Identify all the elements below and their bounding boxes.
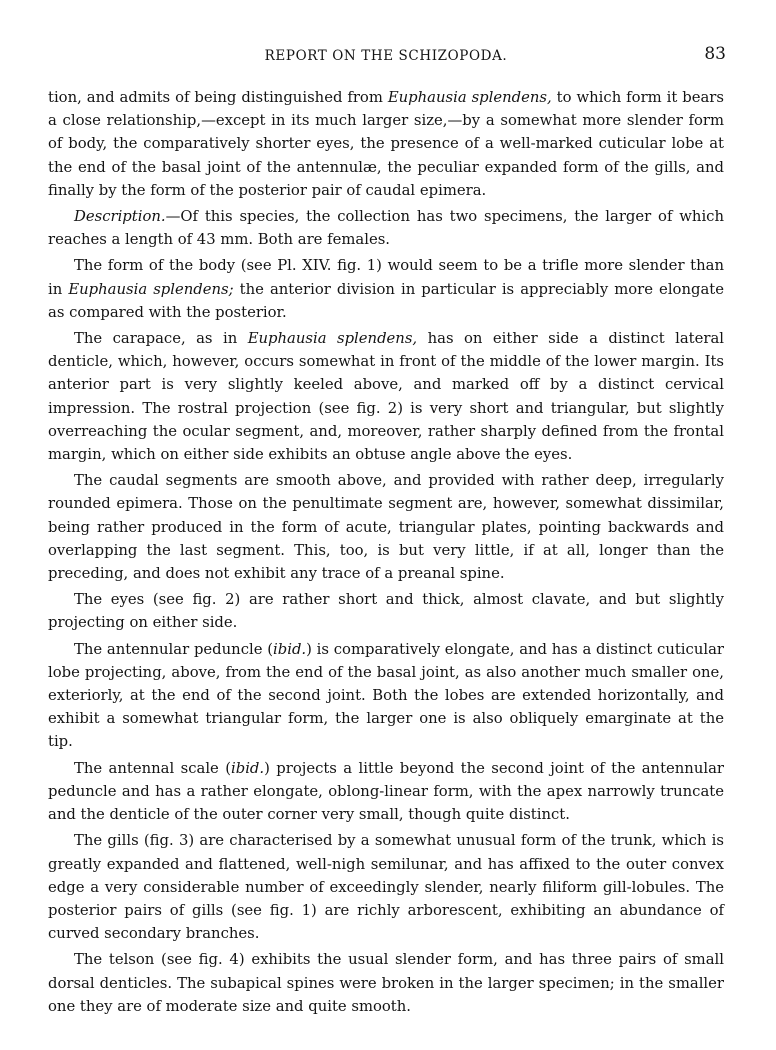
text-run: The caudal segments are smooth above, and provided with rather deep, irregularly rounded epimera. Those on the penultimate segment are, however, somewhat dissimilar, being rather produced in the form of acute, triangular plates, pointing backwards and overlapping the last segment. This, too, is but very little, if at all, longer than the preceding, and does not exhibit any trace of a preanal spine. — [48, 472, 724, 583]
italic-text: Description. — [74, 208, 166, 226]
text-run: the anterior division in particular is appreciably more elongate as compared with the posterior. — [48, 280, 724, 321]
text-run: ) projects a little beyond the second joint of the antennular peduncle and has a rather elongate, oblong-linear form, with the apex narrowly truncate and the denticle of the outer corner very small, though quite distinct. — [48, 759, 724, 824]
paragraph-telson — [48, 948, 724, 1018]
text-run: tion, and admits of being distinguished from — [48, 89, 388, 106]
paragraph-eyes — [48, 588, 724, 634]
paragraph-continuation — [48, 86, 724, 202]
paragraph-body-form — [48, 254, 724, 324]
italic-text: ibid. — [273, 640, 307, 658]
text-run: —Of this species, the collection has two specimens, the larger of which reaches a length of 43 mm. Both are females. — [48, 208, 724, 249]
paragraph-antennal-scale — [48, 757, 724, 827]
text-run: The form of the body (see Pl. XIV. fig. 1) would seem to be a trifle more slender than in — [48, 257, 724, 298]
paragraph-caudal-segments — [48, 469, 724, 585]
paragraph-gills — [48, 829, 724, 945]
text-run: The carapace, as in — [74, 330, 248, 348]
text-run: The telson (see fig. 4) exhibits the usual slender form, and has three pairs of small dorsal denticles. The subapical spines were broken in the larger specimen; in the smaller one they are of moderate size and quite smooth. — [48, 951, 724, 1015]
paragraph-antennular-peduncle — [48, 638, 724, 754]
text-run: ) is comparatively elongate, and has a distinct cuticular lobe projecting, above, from the end of the basal joint, as also another much smaller one, exteriorly, at the end of the second joint. Both the lobes are extended horizontally, and exhibit a somewhat triangular form, the larger one is also obliquely emarginate at the tip. — [48, 640, 724, 751]
text-run: The antennal scale ( — [74, 759, 231, 777]
italic-text: Euphausia splendens, — [387, 89, 552, 106]
running-title: REPORT ON THE SCHIZOPODA. — [264, 48, 508, 64]
body-text — [48, 86, 724, 1018]
page-header — [48, 44, 724, 78]
text-run: to which form it bears a close relationship,—except in its much larger size,—by a somewhat more slender form of body, the comparatively shorter eyes, the presence of a well-marked cuticular lobe at the end of the basal joint of the antennulæ, the peculiar expanded form of the gills, and finally by the form of the posterior pair of caudal epimera. — [48, 89, 724, 199]
text-run: The gills (fig. 3) are characterised by a somewhat unusual form of the trunk, which is greatly expanded and flattened, well-nigh semilunar, and has affixed to the outer convex edge a very considerable number of exceedingly slender, nearly filiform gill-lobules. The posterior pairs of gills (see fig. 1) are richly arborescent, exhibiting an abundance of curved secondary branches. — [48, 832, 724, 943]
text-run: The antennular peduncle ( — [74, 640, 274, 658]
text-run: The eyes (see fig. 2) are rather short and thick, almost clavate, and but slightly projecting on either side. — [48, 591, 724, 632]
page-number: 83 — [704, 44, 726, 64]
paragraph-description — [48, 205, 724, 251]
italic-text: Euphausia splendens; — [68, 280, 234, 298]
italic-text: ibid. — [230, 759, 265, 777]
page — [48, 44, 724, 1021]
italic-text: Euphausia splendens, — [247, 330, 418, 348]
text-run: has on either side a distinct lateral denticle, which, however, occurs somewhat in front of the middle of the lower margin. Its anterior part is very slightly keeled above, and marked off by a distinct cervical impression. The rostral projection (see fig. 2) is very short and triangular, but slightly overreaching the ocular segment, and, moreover, rather sharply defined from the frontal margin, which on either side exhibits an obtuse angle above the eyes. — [48, 330, 724, 464]
paragraph-carapace — [48, 327, 724, 466]
